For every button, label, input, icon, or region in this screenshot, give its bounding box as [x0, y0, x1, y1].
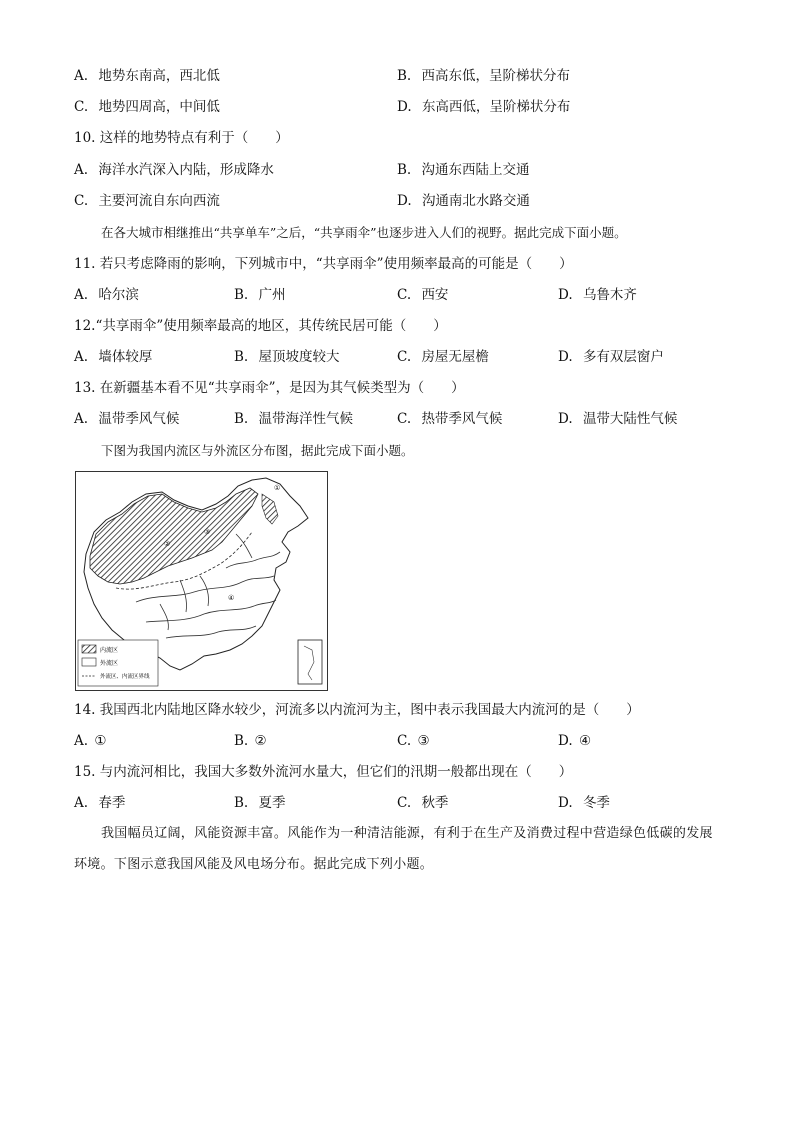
- q9-option-d[interactable]: [397, 98, 570, 116]
- q11-stem: 11. 若只考虑降雨的影响，下列城市中，“共享雨伞”使用频率最高的可能是（ ）: [74, 256, 573, 272]
- drainage-map-svg: [76, 472, 327, 690]
- q13-option-b[interactable]: [234, 410, 353, 428]
- option-letter: C.: [74, 99, 89, 115]
- option-letter: C.: [397, 795, 412, 811]
- q10-option-b[interactable]: [397, 161, 530, 179]
- option-text: 春季: [98, 795, 126, 811]
- marker-3: ③: [204, 528, 211, 536]
- option-text: ③: [417, 733, 430, 749]
- q12-option-c[interactable]: [397, 348, 489, 366]
- q13-option-a[interactable]: [74, 410, 179, 428]
- q13-option-d[interactable]: [558, 410, 677, 428]
- option-text: 西高东低，呈阶梯状分布: [421, 68, 571, 84]
- option-letter: A.: [74, 733, 89, 749]
- option-text: ①: [94, 733, 107, 749]
- q11-option-c[interactable]: [397, 286, 448, 304]
- q10-option-c[interactable]: [74, 192, 220, 210]
- q15-option-b[interactable]: [234, 794, 286, 812]
- q10-option-a[interactable]: [74, 161, 274, 179]
- intro-map: 下图为我国内流区与外流区分布图，据此完成下面小题。: [101, 443, 414, 458]
- option-letter: B.: [234, 349, 249, 365]
- q9-option-b[interactable]: [397, 67, 570, 85]
- option-text: 冬季: [582, 795, 610, 811]
- option-letter: C.: [74, 193, 89, 209]
- q15-option-a[interactable]: [74, 794, 125, 812]
- option-text: 海洋水汽深入内陆，形成降水: [98, 162, 274, 178]
- option-letter: D.: [558, 287, 573, 303]
- option-text: 温带季风气候: [98, 411, 180, 427]
- option-text: 夏季: [258, 795, 286, 811]
- option-text: 沟通南北水路交通: [421, 193, 530, 209]
- option-letter: C.: [397, 411, 412, 427]
- q12-stem: 12.“共享雨伞”使用频率最高的地区，其传统民居可能（ ）: [74, 318, 447, 334]
- q12-option-a[interactable]: [74, 348, 152, 366]
- q14-option-d[interactable]: [558, 732, 591, 750]
- option-letter: B.: [397, 162, 412, 178]
- legend-exterior-label: 外流区: [100, 660, 119, 667]
- q14-option-c[interactable]: [397, 732, 430, 750]
- option-text: ②: [254, 733, 267, 749]
- q10-stem: 10. 这样的地势特点有利于（ ）: [74, 130, 289, 146]
- option-text: 乌鲁木齐: [582, 287, 637, 303]
- option-text: 墙体较厚: [98, 349, 153, 365]
- intro-wind: 我国幅员辽阔，风能资源丰富。风能作为一种清洁能源，有利于在生产及消费过程中营造绿色低碳的发展环境。下图示意我国风能及风电场分布。据此完成下列小题。: [74, 826, 713, 872]
- q11-option-d[interactable]: [558, 286, 637, 304]
- option-text: 西安: [421, 287, 449, 303]
- q15-option-c[interactable]: [397, 794, 448, 812]
- option-letter: D.: [397, 193, 412, 209]
- option-text: 哈尔滨: [98, 287, 139, 303]
- option-letter: D.: [558, 411, 573, 427]
- option-text: 温带大陆性气候: [582, 411, 678, 427]
- q12-option-b[interactable]: [234, 348, 340, 366]
- q14-option-a[interactable]: [74, 732, 106, 750]
- option-letter: D.: [558, 349, 573, 365]
- q10-option-d[interactable]: [397, 192, 530, 210]
- option-text: 广州: [258, 287, 286, 303]
- q9-option-a[interactable]: [74, 67, 220, 85]
- option-text: 秋季: [421, 795, 449, 811]
- drainage-map: [75, 471, 328, 691]
- option-letter: A.: [74, 287, 89, 303]
- q14-stem: 14. 我国西北内陆地区降水较少，河流多以内流河为主，图中表示我国最大内流河的是（ ）: [74, 702, 640, 718]
- option-letter: D.: [397, 99, 412, 115]
- option-letter: C.: [397, 287, 412, 303]
- option-letter: C.: [397, 733, 412, 749]
- q9-option-c[interactable]: [74, 98, 220, 116]
- q11-option-b[interactable]: [234, 286, 286, 304]
- q12-option-d[interactable]: [558, 348, 664, 366]
- marker-2: ②: [164, 540, 171, 548]
- legend-interior-label: 内流区: [100, 647, 119, 654]
- marker-4: ④: [228, 594, 235, 602]
- q15-option-d[interactable]: [558, 794, 610, 812]
- option-letter: B.: [397, 68, 412, 84]
- option-letter: A.: [74, 349, 89, 365]
- option-text: 地势东南高，西北低: [98, 68, 220, 84]
- marker-1: ①: [274, 484, 281, 492]
- option-text: 多有双层窗户: [582, 349, 664, 365]
- option-text: 屋顶坡度较大: [258, 349, 340, 365]
- q14-option-b[interactable]: [234, 732, 267, 750]
- option-text: 沟通东西陆上交通: [421, 162, 530, 178]
- option-letter: D.: [558, 795, 573, 811]
- option-text: 主要河流自东向西流: [98, 193, 220, 209]
- option-letter: B.: [234, 287, 249, 303]
- option-text: 温带海洋性气候: [258, 411, 354, 427]
- option-text: 热带季风气候: [421, 411, 503, 427]
- q11-option-a[interactable]: [74, 286, 139, 304]
- option-text: 东高西低，呈阶梯状分布: [421, 99, 571, 115]
- legend-boundary-label: 外流区、内流区界线: [100, 674, 150, 680]
- intro-umbrella: 在各大城市相继推出“共享单车”之后，“共享雨伞”也逐步进入人们的视野。据此完成下面小题。: [101, 225, 627, 240]
- option-letter: B.: [234, 411, 249, 427]
- q13-option-c[interactable]: [397, 410, 502, 428]
- q13-stem: 13. 在新疆基本看不见“共享雨伞”，是因为其气候类型为（ ）: [74, 380, 465, 396]
- q15-stem: 15. 与内流河相比，我国大多数外流河水量大，但它们的汛期一般都出现在（ ）: [74, 764, 573, 780]
- option-letter: D.: [558, 733, 573, 749]
- legend-interior-swatch: [82, 645, 96, 653]
- option-letter: B.: [234, 733, 249, 749]
- option-letter: A.: [74, 162, 89, 178]
- option-text: 房屋无屋檐: [421, 349, 489, 365]
- option-letter: A.: [74, 795, 89, 811]
- map-legend: [78, 640, 158, 686]
- legend-exterior-swatch: [82, 658, 96, 666]
- option-letter: B.: [234, 795, 249, 811]
- option-letter: A.: [74, 411, 89, 427]
- option-text: ④: [578, 733, 592, 749]
- option-text: 地势四周高，中间低: [98, 99, 220, 115]
- option-letter: C.: [397, 349, 412, 365]
- option-letter: A.: [74, 68, 89, 84]
